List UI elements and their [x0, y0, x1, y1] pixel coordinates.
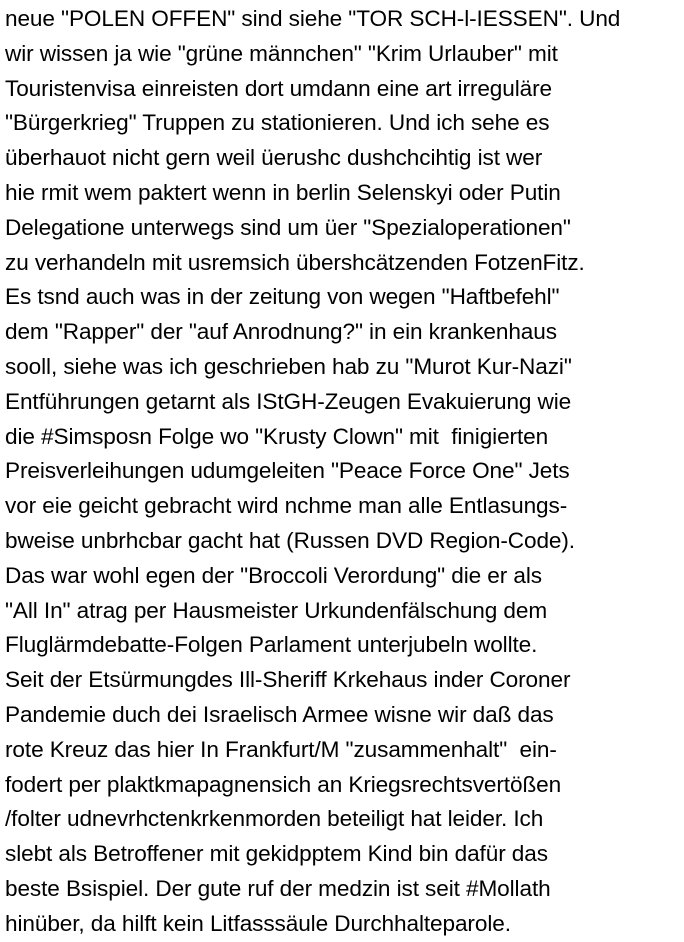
text-line: wir wissen ja wie "grüne männchen" "Krim Urlauber" mit — [5, 40, 558, 66]
text-line: zu verhandeln mit usremsich übershcätzenden FotzenFitz. — [5, 249, 585, 275]
text-line: die #Simsposn Folge wo "Krusty Clown" mit finigierten — [5, 423, 549, 449]
text-line: Touristenvisa einreisten dort umdann eine art irreguläre — [5, 75, 552, 101]
text-line: beste Bsispiel. Der gute ruf der medzin ist seit #Mollath — [5, 875, 551, 901]
text-line: sooll, siehe was ich geschrieben hab zu "Murot Kur-Nazi" — [5, 353, 572, 379]
text-line: Entführungen getarnt als IStGH-Zeugen Evakuierung wie — [5, 388, 572, 414]
text-line: dem "Rapper" der "auf Anrodnung?" in ein krankenhaus — [5, 319, 557, 345]
text-line: hinüber, da hilft kein Litfasssäule Durchhalteparole. — [5, 910, 511, 936]
text-line: überhauot nicht gern weil üerushc dushchcihtig ist wer — [5, 145, 543, 171]
text-line: rote Kreuz das hier In Frankfurt/M "zusammenhalt" ein- — [5, 736, 557, 762]
text-line: hie rmit wem paktert wenn in berlin Selenskyi oder Putin — [5, 179, 561, 205]
text-line: Fluglärmdebatte-Folgen Parlament unterjubeln wollte. — [5, 632, 538, 658]
text-line: Pandemie duch dei Israelisch Armee wisne wir daß das — [5, 701, 554, 727]
text-line: Das war wohl egen der "Broccoli Verordung" die er als — [5, 562, 542, 588]
text-line: Preisverleihungen udumgeleiten "Peace Force One" Jets — [5, 458, 570, 484]
text-line: "Bürgerkrieg" Truppen zu stationieren. Und ich sehe es — [5, 110, 550, 136]
text-line: bweise unbrhcbar gacht hat (Russen DVD Region-Code). — [5, 527, 575, 553]
text-line: "All In" atrag per Hausmeister Urkundenfälschung dem — [5, 597, 548, 623]
text-line: slebt als Betroffener mit gekidpptem Kind bin dafür das — [5, 841, 548, 867]
text-line: vor eie geicht gebracht wird nchme man alle Entlasungs- — [5, 493, 568, 519]
text-line: neue "POLEN OFFEN" sind siehe "TOR SCH-l-IESSEN". Und — [5, 6, 621, 31]
text-line: fodert per plaktkmapagnensich an Kriegsrechtsvertößen — [5, 771, 562, 797]
text-line: /folter udnevrhctenkrkenmorden beteiligt hat leider. Ich — [5, 806, 544, 832]
document-text — [5, 2, 681, 942]
text-line: Es tsnd auch was in der zeitung von wegen "Haftbefehl" — [5, 284, 560, 310]
text-line: Seit der Etsürmungdes Ill-Sheriff Krkehaus inder Coroner — [5, 667, 571, 693]
text-line: Delegatione unterwegs sind um üer "Spezialoperationen" — [5, 214, 571, 240]
